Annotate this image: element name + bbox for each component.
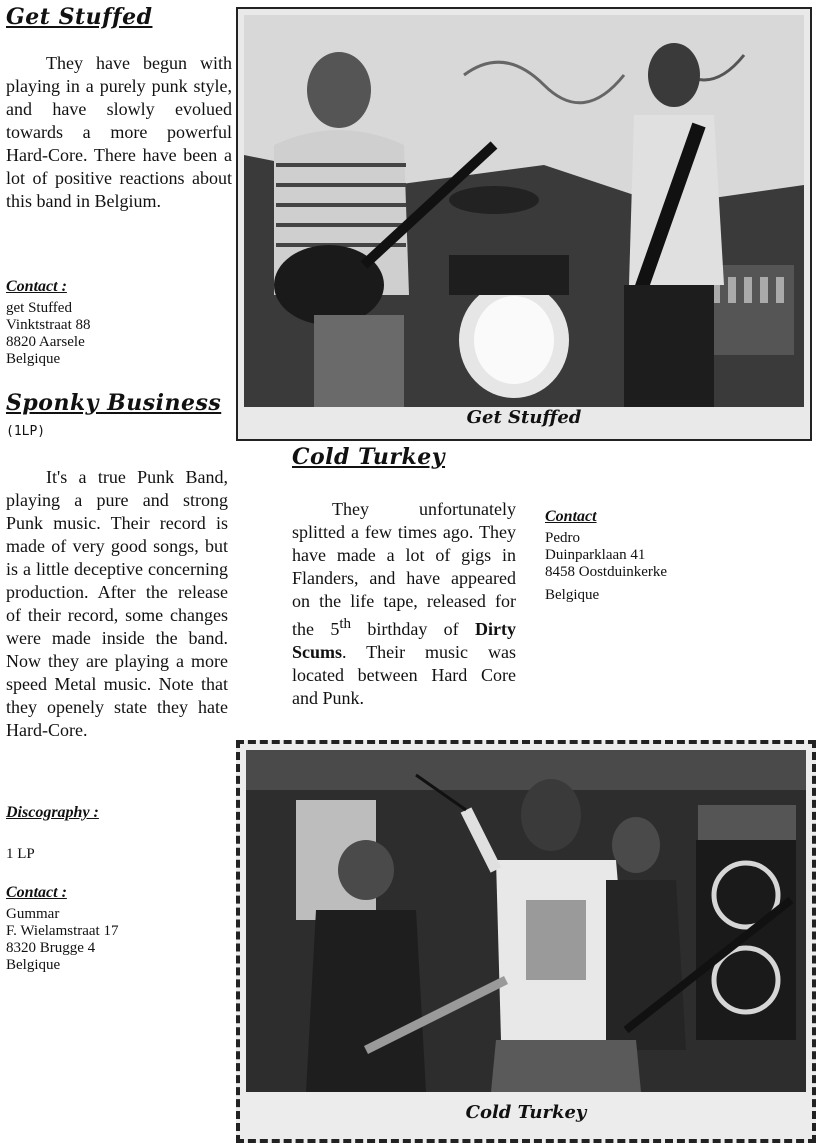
cold-turkey-body-bold: Dirty Scums [292, 619, 516, 662]
cold-turkey-body-part2: birthday of [351, 619, 476, 639]
contact-line: Vinktstraat 88 [6, 317, 91, 333]
get-stuffed-photo-frame [236, 7, 812, 441]
discography-label: Discography : [6, 804, 99, 821]
get-stuffed-photo-caption: Get Stuffed [466, 407, 582, 428]
band-photo-graphic [244, 15, 804, 407]
contact-line: Belgique [6, 957, 61, 973]
sponky-business-contact [6, 906, 118, 974]
cold-turkey-body-part1: They unfortunately splitted a few times ago. They have made a lot of gigs in Flanders, and have appeared on the life tape, released for the 5 [292, 499, 516, 639]
get-stuffed-heading: Get Stuffed [6, 4, 153, 30]
get-stuffed-body-text: They have begun with playing in a purely punk style, and have slowly evolued towards a more powerful Hard-Core. There have been a lot of positive reactions about this band in Belgium. [6, 53, 232, 211]
get-stuffed-body [6, 52, 232, 213]
cold-turkey-body-part3: . Their music was located between Hard Core and Punk. [292, 642, 516, 708]
contact-line: F. Wielamstraat 17 [6, 923, 119, 939]
cold-turkey-heading: Cold Turkey [292, 444, 446, 470]
get-stuffed-contact-label: Contact : [6, 278, 67, 295]
get-stuffed-photo [244, 15, 804, 407]
cold-turkey-photo-caption: Cold Turkey [465, 1102, 587, 1123]
get-stuffed-contact [6, 300, 91, 368]
contact-line: Gummar [6, 906, 60, 922]
contact-line: Duinparklaan 41 [545, 547, 646, 563]
discography-value: 1 LP [6, 846, 35, 862]
contact-line: get Stuffed [6, 300, 72, 316]
band-photo-graphic [246, 750, 806, 1092]
contact-line: Belgique [545, 587, 600, 603]
contact-line: 8820 Aarsele [6, 334, 85, 350]
sponky-business-body [6, 466, 228, 742]
cold-turkey-body [292, 498, 516, 710]
contact-line: 8458 Oostduinkerke [545, 564, 668, 580]
cold-turkey-body-sup: th [339, 616, 352, 632]
cold-turkey-photo [246, 750, 806, 1092]
contact-line: Pedro [545, 530, 580, 546]
sponky-business-contact-label: Contact : [6, 884, 67, 901]
cold-turkey-photo-frame [236, 740, 816, 1143]
contact-line: 8320 Brugge 4 [6, 940, 96, 956]
cold-turkey-contact [545, 530, 667, 604]
cold-turkey-contact-label: Contact [545, 508, 597, 525]
sponky-business-subtitle: (1LP) [6, 424, 46, 439]
sponky-business-heading: Sponky Business [6, 390, 222, 416]
sponky-business-body-text: It's a true Punk Band, playing a pure and strong Punk music. Their record is made of very good songs, but is a little deceptive concerning production. After the release of their record, some changes were made inside the band. Now they are playing a more speed Metal music. Note that they openely state they hate Hard-Core. [6, 467, 228, 740]
contact-line: Belgique [6, 351, 61, 367]
